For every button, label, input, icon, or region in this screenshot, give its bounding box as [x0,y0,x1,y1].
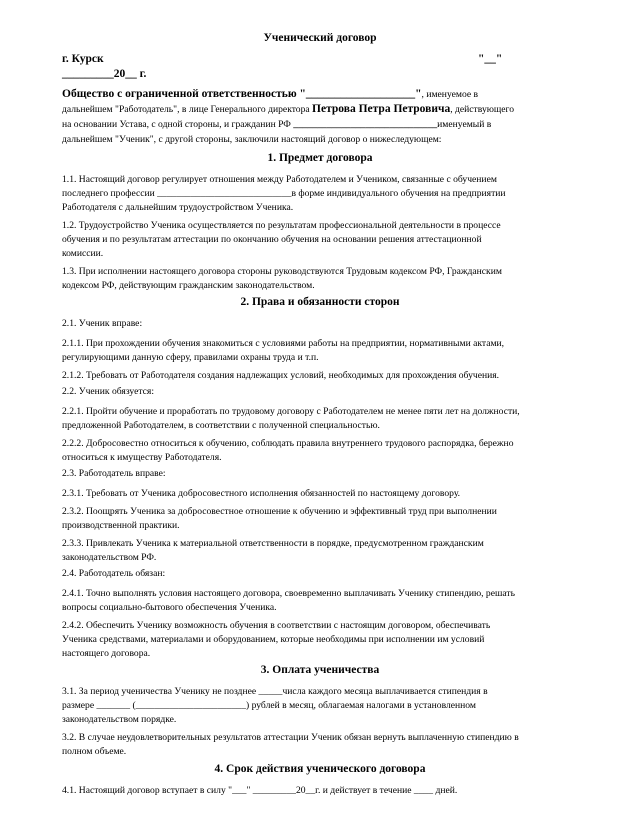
clause-line: 1.3. При исполнении настоящего договора стороны руководствуются Трудовым кодексом РФ, Гражданским [62,266,502,277]
date-line: _________20__ г. [62,68,147,80]
clause-line: законодательством РФ. [62,552,157,563]
preamble-text: дальнейшем "Работодатель", в лице Генерального директора [62,104,313,115]
section-heading-1: 1. Предмет договора [267,152,373,164]
preamble-text: , действующего [450,104,515,115]
clause-line: 2.2. Ученик обязуется: [62,386,155,397]
clause-line: 2.3.3. Привлекать Ученика к материальной ответственности в порядке, предусмотренном гражданским [62,538,484,549]
clause-line: относиться к имуществу Работодателя. [62,452,222,463]
clause-line: Работодателя с дальнейшим трудоустройством Ученика. [62,202,294,213]
clause-line: 2.3.2. Поощрять Ученика за добросовестное отношение к обучению и эффективный труд при выполнении [62,506,497,517]
company-name: Общество с ограниченной ответственностью "___________________" [62,88,422,100]
clause-line: производственной практики. [62,520,180,531]
clause-line: полном объеме. [62,746,127,757]
section-heading-2: 2. Права и обязанности сторон [240,296,400,308]
clause-line: законодательством порядке. [62,714,177,725]
clause-line: 2.1. Ученик вправе: [62,318,143,329]
clause-line: 2.3.1. Требовать от Ученика добросовестного исполнения обязанностей по настоящему договору. [62,488,461,499]
clause-line: обучения и по результатам аттестации по окончанию обучения на основании решения аттестационной [62,234,482,245]
clause-line: настоящего договора. [62,648,151,659]
preamble-text: именуемый в [437,119,492,130]
clause-line: 1.1. Настоящий договор регулирует отношения между Работодателем и Учеником, связанные с обучением [62,174,497,185]
clause-line: 2.1.2. Требовать от Работодателя создания надлежащих условий, необходимых для прохождения обучения. [62,370,500,381]
preamble-line-1 [62,87,582,102]
clause-line: Ученика средствами, материалами и оборудованием, которые необходимы при исполнении им условий [62,634,485,645]
clause-line: вопросы социально-бытового обеспечения Ученика. [62,602,277,613]
clause-line: 2.4. Работодатель обязан: [62,568,166,579]
clause-line: 2.1.1. При прохождении обучения знакомиться с условиями работы на предприятии, нормативными актами, [62,338,505,349]
clause-line: 4.1. Настоящий договор вступает в силу "___" _________20__г. и действует в течение ____ дней. [62,785,458,796]
clause-line: регулирующими данную сферу, правилами охраны труда и т.п. [62,352,319,363]
clause-line: 3.1. За период ученичества Ученику не позднее _____числа каждого месяца выплачивается стипендия в [62,686,488,697]
date-quote: "__" [478,53,503,65]
preamble-text: на основании Устава, с одной стороны, и гражданин РФ [62,119,294,130]
clause-line: комиссии. [62,248,104,259]
clause-line: 2.3. Работодатель вправе: [62,468,166,479]
clause-line: 1.2. Трудоустройство Ученика осуществляется по результатам профессиональной деятельности в процессе [62,220,501,231]
clause-line: предложенной Работодателем, в соответствии с полученной специальностью. [62,420,380,431]
clause-line: размере _______ (_______________________) рублей в месяц, облагаемая налогами в установленном [62,700,476,711]
clause-line: 2.4.1. Точно выполнять условия настоящего договора, своевременно выплачивать Ученику стипендию, решать [62,588,515,599]
citizen-blank: ______________________________ [293,119,438,130]
clause-line: 3.2. В случае неудовлетворительных результатов аттестации Ученик обязан вернуть выплаченную стипендию в [62,732,519,743]
section-heading-3: 3. Оплата ученичества [260,664,380,676]
director-name: Петрова Петра Петровича [312,103,451,115]
clause-line: кодексом РФ, действующим гражданским законодательством. [62,280,315,291]
preamble-text: , именуемое в [421,89,479,100]
document-title: Ученический договор [263,32,377,44]
section-heading-4: 4. Срок действия ученического договора [214,763,426,775]
preamble-line-4: дальнейшем "Ученик", с другой стороны, заключили настоящий договор о нижеследующем: [62,134,442,145]
clause-line: 2.2.2. Добросовестно относиться к обучению, соблюдать правила внутреннего трудового распорядка, бережно [62,438,514,449]
clause-line: 2.2.1. Пройти обучение и проработать по трудовому договору с Работодателем не менее пяти лет на должности, [62,406,520,417]
preamble-line-3 [62,117,582,132]
clause-line: последнего профессии ____________________________в форме индивидуального обучения на предприятии [62,188,506,199]
preamble-line-2 [62,102,582,117]
city: г. Курск [62,53,104,65]
clause-line: 2.4.2. Обеспечить Ученику возможность обучения в соответствии с настоящим договором, обеспечивать [62,620,491,631]
